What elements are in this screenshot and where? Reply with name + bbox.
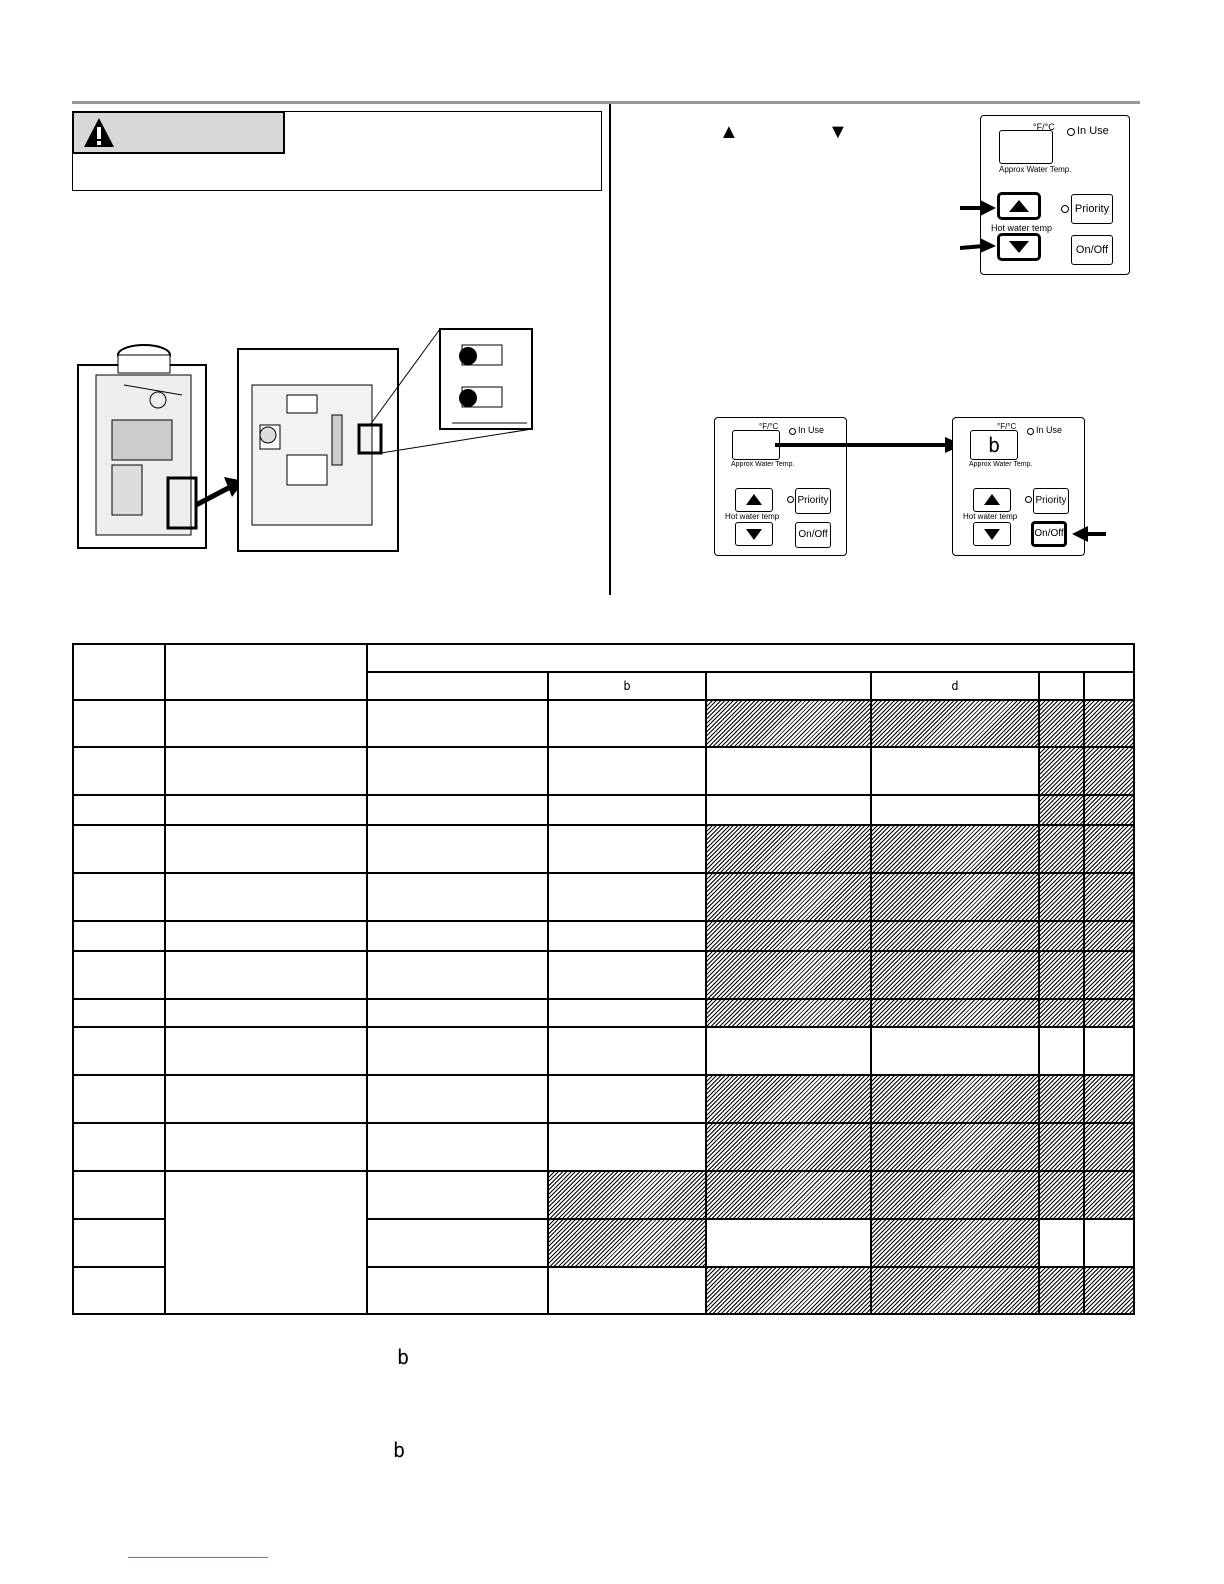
table-cell: [548, 700, 706, 747]
table-cell: [706, 1219, 871, 1267]
table-cell: [73, 951, 165, 999]
hatched-cell: [706, 999, 871, 1027]
in-use-label: In Use: [1077, 125, 1109, 137]
hatched-cell: [871, 700, 1039, 747]
table-cell: [548, 1075, 706, 1123]
table-cell: [165, 795, 367, 825]
table-cell: [367, 1219, 548, 1267]
hatched-cell: [706, 1171, 871, 1219]
table-row: [73, 999, 1134, 1027]
table-cell: [548, 825, 706, 873]
footnote-symbol-b: b: [397, 1345, 410, 1369]
table-row: [73, 747, 1134, 795]
temp-down-button[interactable]: [735, 522, 773, 546]
hatched-cell: [1039, 1075, 1084, 1123]
hatched-cell: [1084, 825, 1134, 873]
priority-button[interactable]: Priority: [795, 488, 831, 514]
header-cell: [165, 644, 367, 700]
display-label: Approx Water Temp.: [999, 165, 1072, 174]
in-use-led-icon: [1067, 128, 1075, 136]
table-cell: [706, 1027, 871, 1075]
temp-down-button[interactable]: [997, 233, 1041, 261]
table-cell: [548, 1123, 706, 1171]
warning-triangle-icon: [82, 116, 116, 150]
table-cell: [73, 1267, 165, 1314]
table-row: [73, 1027, 1134, 1075]
hatched-cell: [1084, 747, 1134, 795]
temp-up-button[interactable]: [997, 192, 1041, 220]
table-row: [73, 1123, 1134, 1171]
on-off-pointer-arrow: [1070, 524, 1110, 544]
table-cell: [73, 747, 165, 795]
table-row: [73, 700, 1134, 747]
table-row: [73, 1171, 1134, 1219]
remote-controller-large: [980, 115, 1130, 275]
table-cell: [706, 747, 871, 795]
table-cell: [871, 747, 1039, 795]
hatched-cell: [1039, 921, 1084, 951]
hatched-cell: [1039, 1123, 1084, 1171]
hatched-cell: [1084, 999, 1134, 1027]
control-board-detail: [238, 349, 398, 551]
unit-label: °F/°C: [759, 422, 779, 431]
hatched-cell: [871, 825, 1039, 873]
temp-up-button[interactable]: [735, 488, 773, 512]
hatched-cell: [871, 1075, 1039, 1123]
unit-label: °F/°C: [997, 422, 1017, 431]
hatched-cell: [871, 921, 1039, 951]
hot-water-temp-label: Hot water temp: [963, 512, 1018, 521]
hatched-cell: [1039, 825, 1084, 873]
table-cell: [165, 747, 367, 795]
hatched-cell: [1084, 873, 1134, 921]
hatched-cell: [1039, 1171, 1084, 1219]
priority-led-icon: [1061, 205, 1069, 213]
hatched-cell: [706, 1075, 871, 1123]
priority-led-icon: [1025, 496, 1032, 503]
table-cell: [73, 1219, 165, 1267]
table-row: [73, 795, 1134, 825]
column-divider: [609, 104, 611, 595]
down-arrow-icon: ▼: [828, 121, 848, 143]
table-cell: [165, 999, 367, 1027]
table-cell: [73, 1027, 165, 1075]
temperature-display: b: [970, 430, 1018, 460]
table-row: [73, 1075, 1134, 1123]
table-cell: [73, 1123, 165, 1171]
hatched-cell: [1084, 951, 1134, 999]
priority-button[interactable]: Priority: [1033, 488, 1069, 514]
hatched-cell: [1039, 700, 1084, 747]
on-off-button[interactable]: On/Off: [1071, 235, 1113, 265]
temp-up-button[interactable]: [973, 488, 1011, 512]
hatched-cell: [871, 873, 1039, 921]
temperature-display: [999, 130, 1053, 164]
table-cell: [548, 999, 706, 1027]
table-cell: [1039, 1219, 1084, 1267]
table-cell: [165, 1075, 367, 1123]
table-cell: [367, 795, 548, 825]
top-rule: [72, 101, 1140, 104]
settings-table: [72, 643, 1135, 1315]
table-cell: [165, 1171, 367, 1314]
hatched-cell: [1039, 795, 1084, 825]
hot-water-temp-label: Hot water temp: [725, 512, 780, 521]
table-cell: [367, 999, 548, 1027]
table-cell: [871, 1027, 1039, 1075]
table-cell: [548, 951, 706, 999]
header-cell: [367, 644, 1134, 672]
table-cell: [548, 1027, 706, 1075]
in-use-label: In Use: [798, 425, 825, 435]
hatched-cell: [706, 873, 871, 921]
water-heater-unit: [78, 345, 206, 548]
table-row: [73, 873, 1134, 921]
hot-water-temp-label: Hot water temp: [991, 223, 1053, 233]
header-cell: [1084, 672, 1134, 700]
transition-arrow: [775, 436, 965, 456]
table-row: [73, 951, 1134, 999]
pointer-arrows: [960, 198, 1000, 254]
table-cell: [165, 921, 367, 951]
hatched-cell: [1084, 795, 1134, 825]
hatched-cell: [706, 951, 871, 999]
table-cell: [1084, 1027, 1134, 1075]
remote-controller-after: [952, 417, 1085, 556]
table-cell: [73, 1075, 165, 1123]
on-off-button[interactable]: On/Off: [795, 522, 831, 548]
table-cell: [367, 1123, 548, 1171]
hatched-cell: [1084, 1171, 1134, 1219]
table-cell: [548, 1267, 706, 1314]
table-cell: [165, 825, 367, 873]
on-off-button[interactable]: On/Off: [1031, 521, 1067, 547]
table-cell: [165, 1123, 367, 1171]
hatched-cell: [871, 1171, 1039, 1219]
priority-button[interactable]: Priority: [1071, 194, 1113, 224]
hatched-cell: [1084, 1075, 1134, 1123]
table-cell: [1039, 1027, 1084, 1075]
table-cell: [706, 795, 871, 825]
table-cell: [367, 825, 548, 873]
unit-label: °F/°C: [1033, 122, 1055, 132]
footnote-symbol-b: b: [393, 1438, 406, 1462]
hatched-cell: [1084, 921, 1134, 951]
hatched-cell: [871, 1267, 1039, 1314]
hatched-cell: [1084, 700, 1134, 747]
table-cell: [165, 700, 367, 747]
table-cell: [165, 951, 367, 999]
hatched-cell: [871, 999, 1039, 1027]
hatched-cell: [1039, 873, 1084, 921]
table-cell: [367, 700, 548, 747]
table-cell: [548, 921, 706, 951]
header-cell: [73, 644, 165, 700]
table-cell: [73, 1171, 165, 1219]
header-cell-d: d: [871, 672, 1039, 700]
footer-rule: [128, 1557, 268, 1558]
table-cell: [165, 1027, 367, 1075]
header-cell: [1039, 672, 1084, 700]
table-cell: [367, 747, 548, 795]
temperature-display: [732, 430, 780, 460]
hatched-cell: [1039, 951, 1084, 999]
table-cell: [73, 825, 165, 873]
hatched-cell: [548, 1219, 706, 1267]
table-cell: [367, 1171, 548, 1219]
in-use-led-icon: [789, 428, 796, 435]
hatched-cell: [871, 951, 1039, 999]
table-cell: [1084, 1219, 1134, 1267]
table-cell: [367, 921, 548, 951]
table-cell: [73, 873, 165, 921]
table-cell: [367, 873, 548, 921]
in-use-led-icon: [1027, 428, 1034, 435]
table-cell: [871, 795, 1039, 825]
table-row: [73, 921, 1134, 951]
hatched-cell: [1039, 747, 1084, 795]
warning-header: [72, 111, 285, 154]
hatched-cell: [871, 1219, 1039, 1267]
priority-led-icon: [787, 496, 794, 503]
dip-switch-closeup: [440, 329, 532, 429]
hatched-cell: [548, 1171, 706, 1219]
temp-down-button[interactable]: [973, 522, 1011, 546]
hatched-cell: [871, 1123, 1039, 1171]
table-cell: [548, 795, 706, 825]
table-cell: [73, 999, 165, 1027]
hatched-cell: [706, 1123, 871, 1171]
table-cell: [73, 700, 165, 747]
up-arrow-icon: ▲: [719, 121, 739, 143]
hatched-cell: [1084, 1123, 1134, 1171]
display-label: Approx Water Temp.: [969, 461, 1033, 468]
table-cell: [73, 921, 165, 951]
hatched-cell: [706, 825, 871, 873]
hatched-cell: [706, 1267, 871, 1314]
hatched-cell: [1084, 1267, 1134, 1314]
table-header-row: [73, 644, 1134, 672]
table-cell: [367, 1267, 548, 1314]
header-cell: [706, 672, 871, 700]
header-cell-b: b: [548, 672, 706, 700]
table-cell: [367, 1027, 548, 1075]
hatched-cell: [706, 921, 871, 951]
heater-board-illustration: [72, 325, 542, 560]
display-label: Approx Water Temp.: [731, 461, 795, 468]
table-cell: [367, 951, 548, 999]
hatched-cell: [706, 700, 871, 747]
hatched-cell: [1039, 1267, 1084, 1314]
hatched-cell: [1039, 999, 1084, 1027]
header-cell: [367, 672, 548, 700]
table-row: [73, 825, 1134, 873]
table-cell: [548, 747, 706, 795]
table-cell: [367, 1075, 548, 1123]
table-cell: [548, 873, 706, 921]
table-cell: [73, 795, 165, 825]
table-cell: [165, 873, 367, 921]
in-use-label: In Use: [1036, 425, 1063, 435]
